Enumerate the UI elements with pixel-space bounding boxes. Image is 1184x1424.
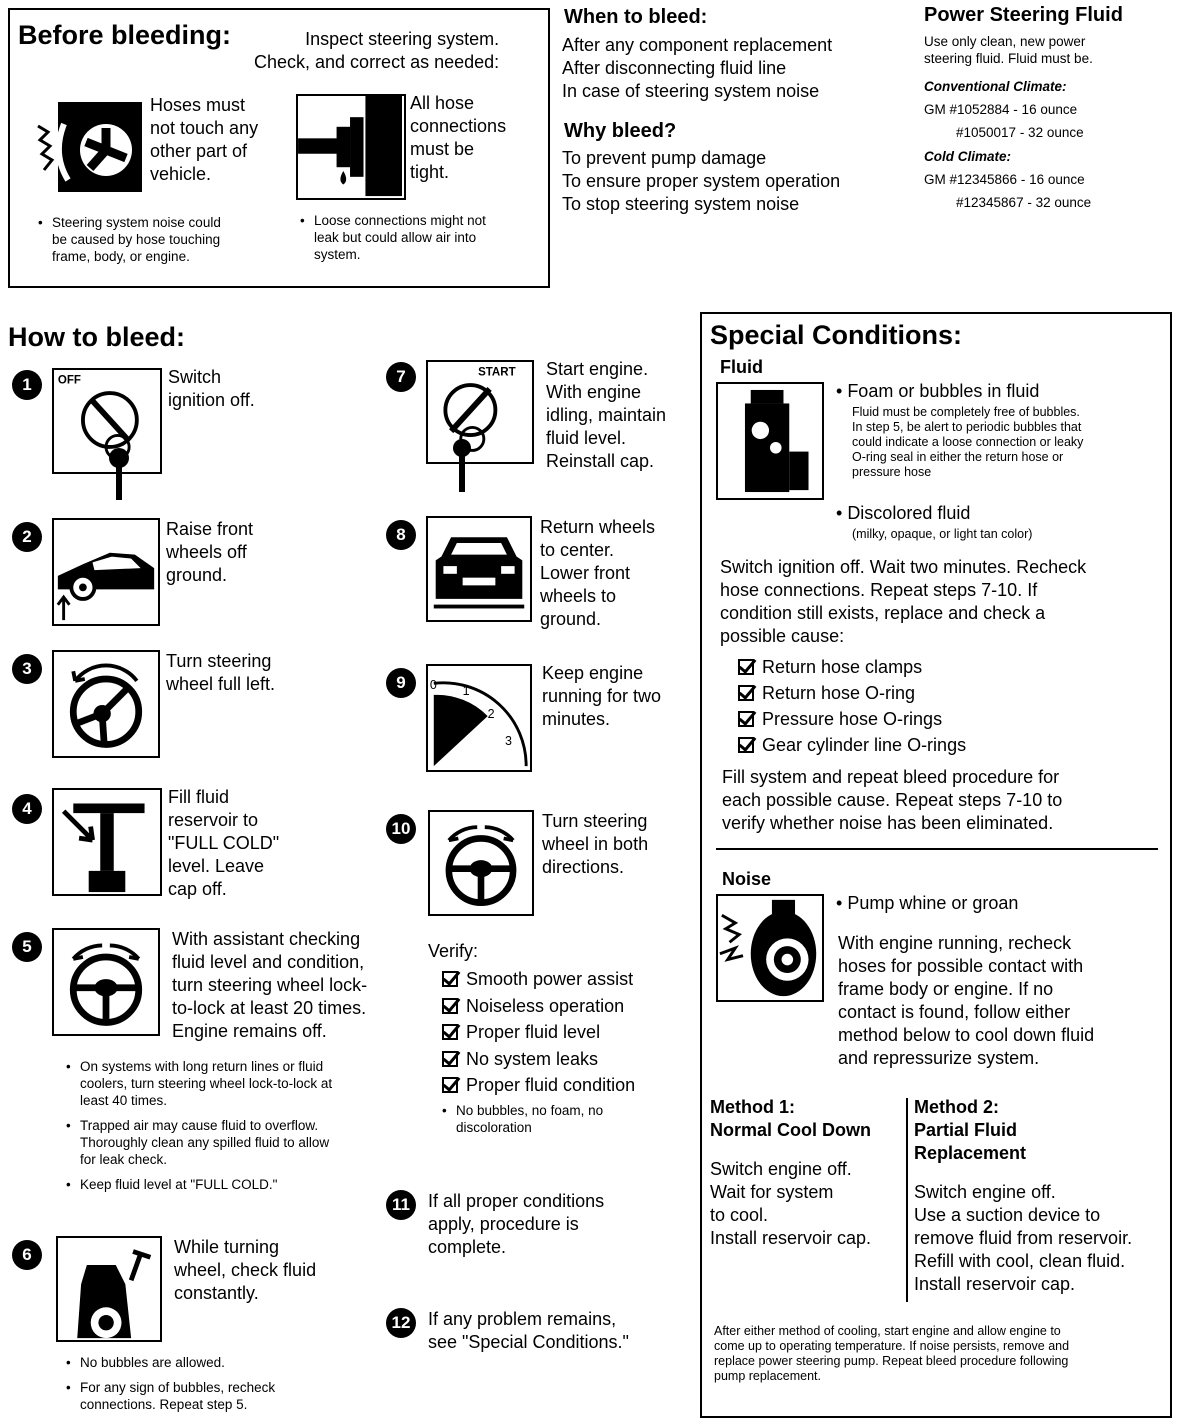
step-9-text: Keep engine running for two minutes. [542,663,662,729]
verify-note [442,1102,603,1144]
fluid-reservoir-icon [716,382,824,500]
step-6-note: • No bubbles are allowed. [80,1354,366,1371]
conventional-part-32: #1050017 - 32 ounce [956,125,1084,140]
step-4-text: Fill fluid reservoir to "FULL COLD" level. Leave cap off. [168,787,280,899]
step-11-text: If all proper conditions apply, procedure is complete. [428,1191,605,1257]
method-1-text: Switch engine off. Wait for system to cool. Install reservoir cap. [710,1159,872,1248]
divider [716,848,1158,850]
step-6-notes [66,1354,366,1421]
method-1-title: Method 1: Normal Cool Down [710,1097,871,1140]
checkbox-checked-icon [738,685,754,701]
when-item: In case of steering system noise [562,81,820,101]
verify-note-text: • No bubbles, no foam, no discoloration [456,1102,603,1136]
step-3-text: Turn steering wheel full left. [166,651,276,694]
cause-item: Pressure hose O-rings [738,706,966,732]
ignition-off-label: OFF [57,374,81,387]
when-item: After disconnecting fluid line [562,58,787,78]
hoses-must-not-touch-text: Hoses must not touch any other part of vehicle. [150,95,259,184]
step-5-notes [66,1058,386,1201]
after-cooling-text: After either method of cooling, start engine and allow engine to come up to operating temperature. If noise persists, remove and replace power steering pump. Repeat bleed procedure following pump replacement. [714,1324,1070,1383]
why-item: To prevent pump damage [562,148,767,168]
steering-wheel-both-icon [52,928,160,1036]
step-2-text: Raise front wheels off ground. [166,519,254,585]
car-front-icon [426,516,532,622]
noise-heading: Noise [722,869,772,889]
timer-gauge-icon [426,664,532,772]
cold-part-32: #12345867 - 32 ounce [956,195,1092,210]
why-item: To ensure proper system operation [562,171,841,191]
ignition-start-label: START [478,366,516,379]
step-8-text: Return wheels to center. Lower front wheels to ground. [540,517,656,629]
fill-again-text: Fill system and repeat bleed procedure for each possible cause. Repeat steps 7-10 to verify whether noise has been eliminated. [722,767,1063,833]
step-number: 6 [12,1240,42,1270]
verify-item: No system leaks [442,1046,635,1073]
cause-item: Gear cylinder line O-rings [738,732,966,758]
step-5-note: • Keep fluid level at "FULL COLD." [80,1176,386,1193]
verify-item: Noiseless operation [442,993,635,1020]
steering-wheel-left-icon [52,650,160,758]
hose-engine-icon [34,96,146,200]
step-number: 3 [12,654,42,684]
method-divider [906,1098,908,1302]
note-loose [300,212,486,271]
step-10-text: Turn steering wheel in both directions. [542,811,649,877]
checkbox-checked-icon [442,1077,458,1093]
step-5-note: • On systems with long return lines or fluid coolers, turn steering wheel lock-to-lock at least 40 times. [80,1058,386,1109]
conventional-climate-label: Conventional Climate: [924,79,1067,94]
step-number: 4 [12,794,42,824]
step-number: 1 [12,370,42,400]
cold-climate-label: Cold Climate: [924,149,1012,164]
cause-item: Return hose clamps [738,654,966,680]
gauge-label: 0 [429,678,437,693]
bullet: • [836,381,848,401]
foam-note: Fluid must be completely free of bubbles. In step 5, be alert to periodic bubbles that could indicate a loose connection or leaky O-ring seal in either the return hose or pressure hose [852,405,1084,479]
ignition-key-start-icon [426,360,534,464]
pump-whine-item [836,892,1018,915]
step-number: 10 [386,814,416,844]
how-to-bleed-title: How to bleed: [8,322,185,352]
when-item: After any component replacement [562,35,833,55]
checkbox-checked-icon [442,998,458,1014]
method-2-text: Switch engine off. Use a suction device to remove fluid from reservoir. Refill with cool, clean fluid. Install reservoir cap. [914,1182,1133,1294]
hose-connection-icon [296,94,406,200]
discolored-note: (milky, opaque, or light tan color) [852,527,1033,541]
fluid-title: Power Steering Fluid [924,4,1123,26]
conventional-part-16: GM #1052884 - 16 ounce [924,102,1078,117]
ignition-key-icon [450,436,474,494]
step-7-text: Start engine. With engine idling, maintain fluid level. Reinstall cap. [546,359,667,471]
why-list [562,147,840,216]
pump-whine-text: Pump whine or groan [847,893,1019,913]
step-6-note: • For any sign of bubbles, recheck connections. Repeat step 5. [80,1379,366,1413]
connections-tight-text: All hose connections must be tight. [410,93,507,182]
verify-item: Proper fluid level [442,1019,635,1046]
step-12-text: If any problem remains, see "Special Conditions." [428,1309,629,1352]
step-number: 12 [386,1308,416,1338]
cold-part-16: GM #12345866 - 16 ounce [924,172,1085,187]
causes-list [738,654,966,758]
gauge-label: 3 [504,733,512,748]
noisy-pump-icon [716,894,824,1002]
gauge-label: 2 [487,707,495,721]
method-2-title: Method 2: Partial Fluid Replacement [914,1097,1027,1163]
verify-title: Verify: [428,941,479,961]
ignition-key-icon [104,446,134,502]
reservoir-fill-icon [52,788,162,896]
reservoir-check-icon [56,1236,162,1342]
step-number: 8 [386,520,416,550]
step-5-text: With assistant checking fluid level and condition, turn steering wheel lock- to-lock at least 20 times. Engine remains off. [172,929,368,1041]
why-bleed-title: Why bleed? [564,120,677,142]
verify-item: Proper fluid condition [442,1072,635,1099]
step-number: 11 [386,1190,416,1220]
foam-item [836,380,1039,403]
note-noise-text: • Steering system noise could be caused by hose touching frame, body, or engine. [52,214,221,265]
steering-wheel-both-icon [428,810,534,916]
verify-item: Smooth power assist [442,966,635,993]
step-number: 9 [386,668,416,698]
checkbox-checked-icon [442,1051,458,1067]
step-number: 5 [12,932,42,962]
special-conditions-title: Special Conditions: [710,320,963,350]
fluid-heading: Fluid [720,357,763,377]
verify-list [442,966,635,1099]
fluid-desc: Use only clean, new power steering fluid. Fluid must be. [924,34,1093,66]
discolored-item [836,502,970,525]
noise-text: With engine running, recheck hoses for possible contact with frame body or engine. If no contact is found, follow either method below to cool down fluid and repressurize system. [838,933,1095,1068]
checkbox-checked-icon [738,711,754,727]
step-5-note: • Trapped air may cause fluid to overflow. Thoroughly clean any spilled fluid to allow for leak check. [80,1117,386,1168]
when-to-bleed-title: When to bleed: [564,6,708,28]
step-number: 2 [12,522,42,552]
checkbox-checked-icon [738,659,754,675]
note-loose-text: • Loose connections might not leak but could allow air into system. [314,212,486,263]
recheck-text: Switch ignition off. Wait two minutes. Recheck hose connections. Repeat steps 7-10. If condition still exists, replace and check a possible cause: [720,557,1087,646]
checkbox-checked-icon [738,737,754,753]
bullet: • [836,503,848,523]
checkbox-checked-icon [442,971,458,987]
step-number: 7 [386,362,416,392]
before-bleeding-title: Before bleeding: [18,20,232,50]
why-item: To stop steering system noise [562,194,800,214]
gauge-label: 1 [462,683,470,698]
before-bleeding-intro: Inspect steering system. Check, and correct as needed: [254,29,500,72]
checkbox-checked-icon [442,1024,458,1040]
when-list [562,34,832,103]
note-noise [38,214,221,273]
cause-item: Return hose O-ring [738,680,966,706]
step-1-text: Switch ignition off. [168,367,255,410]
bullet: • [836,893,848,913]
foam-text: Foam or bubbles in fluid [847,381,1040,401]
step-6-text: While turning wheel, check fluid constantly. [174,1237,317,1303]
discolored-text: Discolored fluid [847,503,971,523]
raised-car-icon [52,518,160,626]
